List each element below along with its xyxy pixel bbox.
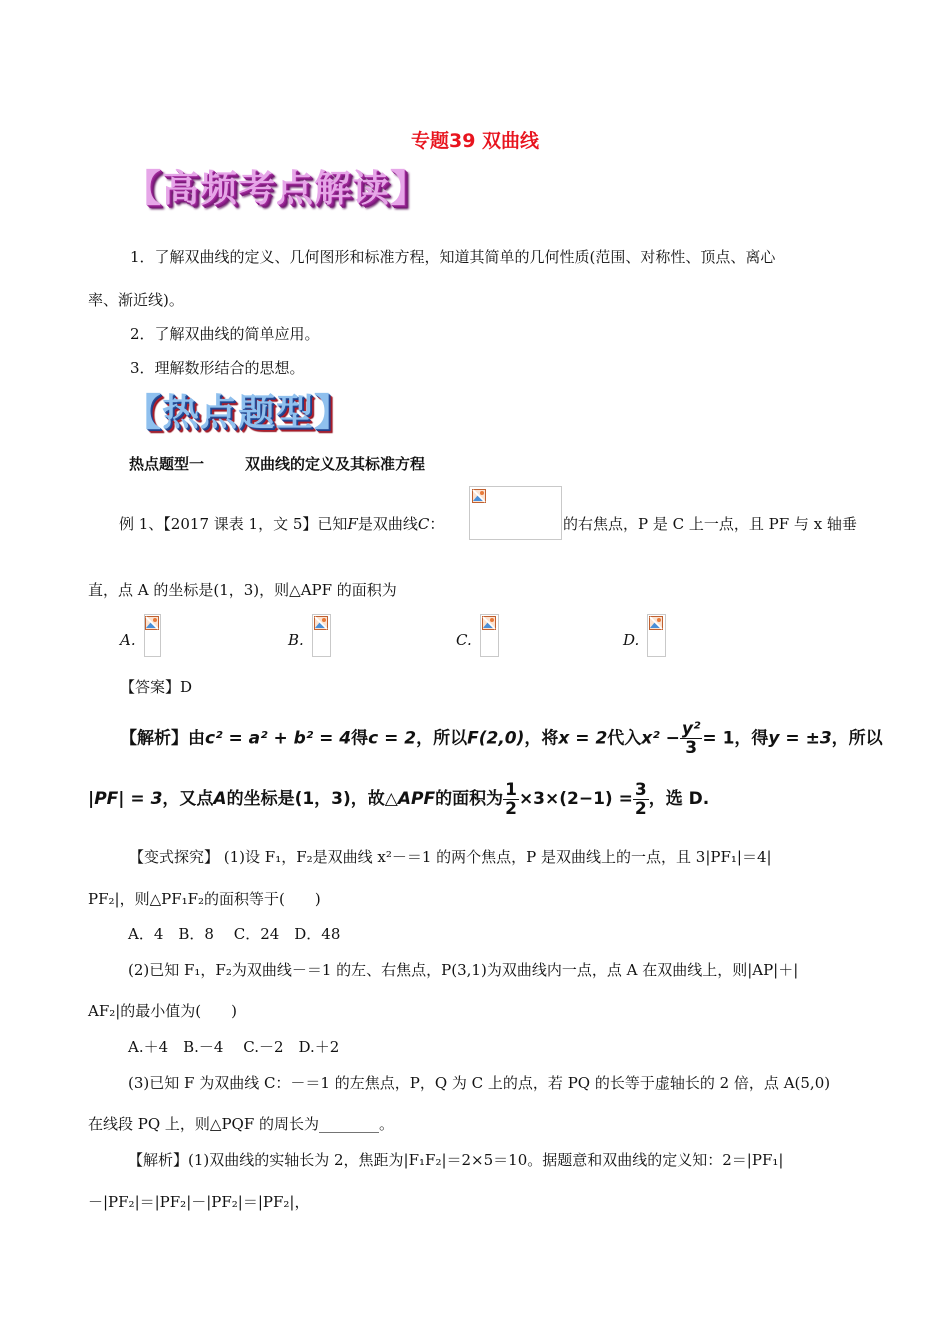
example-text: 是双曲线	[357, 515, 418, 533]
sol2-coord: (1，3)	[294, 789, 351, 809]
example-1-line1	[119, 514, 444, 534]
option-d-label: D.	[623, 631, 640, 649]
frac1-num: y²	[681, 719, 701, 739]
objective-1-cont: 率、渐近线)。	[88, 291, 184, 309]
broken-image-icon	[314, 616, 328, 630]
frac2-num: 1	[505, 779, 517, 800]
sol2-t3: 的坐标是	[226, 789, 295, 809]
objective-3: 3．理解数形结合的思想。	[130, 359, 305, 377]
frac3-den: 2	[634, 798, 647, 819]
section-title: 双曲线的定义及其标准方程	[245, 455, 426, 473]
objective-1: 1．了解双曲线的定义、几何图形和标准方程，知道其简单的几何性质(范围、对称性、顶点、离心	[130, 248, 776, 266]
page-title: 专题39 双曲线	[410, 130, 540, 152]
example-text-right-focus: 的右焦点，	[563, 515, 639, 533]
objective-2: 2．了解双曲线的简单应用。	[130, 325, 320, 343]
sol2-t5: ，故△	[350, 789, 398, 809]
broken-image-icon	[145, 616, 159, 630]
frac2-den: 2	[505, 798, 517, 819]
solution-line1	[120, 720, 883, 760]
solution-line2	[88, 778, 709, 824]
sol2-apf: APF	[397, 789, 436, 809]
variant-p3-line2: 在线段 PQ 上，则△PQF 的周长为________。	[88, 1115, 395, 1133]
variant-p2-options: A.＋4 B.－4 C.－2 D.＋2	[128, 1038, 340, 1056]
broken-image-icon	[472, 489, 486, 503]
example-1-line1-tail	[563, 514, 857, 534]
answer: 【答案】D	[120, 678, 193, 696]
sol-t6: ，将	[524, 728, 559, 749]
sol-eq6: y = ±3	[768, 728, 832, 749]
variant-p1-line1: 【变式探究】 (1)设 F₁，F₂是双曲线 x²－＝1 的两个焦点，P 是双曲线上的一点，且 3|PF₁|＝4|	[129, 848, 772, 866]
broken-image-icon	[482, 616, 496, 630]
variant-p2-line2: AF₂|的最小值为( )	[88, 1002, 238, 1020]
example-text-tail: P 是 C 上一点，且 PF 与 x 轴垂	[638, 515, 857, 533]
option-c-label: C.	[456, 631, 472, 649]
frac1-den: 3	[685, 738, 698, 758]
sol-t13: ，得	[734, 728, 769, 749]
variant-p1-options: A．4 B．8 C．24 D．48	[128, 925, 341, 943]
sol-eq3: F(2,0)	[467, 728, 525, 749]
option-a-label: A.	[120, 631, 136, 649]
example-intro: 例 1、【2017 课表 1，文 5】已知	[119, 515, 348, 533]
sol-t8: 代入	[607, 728, 642, 749]
var-c: C	[417, 515, 430, 533]
sol-eq1: c² = a² + b² = 4	[205, 728, 352, 749]
option-b-label: B.	[288, 631, 304, 649]
option-a-image	[144, 614, 161, 657]
sol-frac1	[680, 720, 703, 757]
equation-image-placeholder	[469, 486, 562, 540]
example-colon: ：	[429, 515, 445, 533]
var-f: F	[347, 515, 358, 533]
sol-eq5: x² −	[641, 728, 680, 749]
sol2-a: A	[213, 789, 227, 809]
variant-solution-line1: 【解析】(1)双曲线的实轴长为 2，焦距为|F₁F₂|＝2×5＝10。据题意和双曲线的定义知：2＝|PF₁|	[128, 1151, 784, 1169]
example-1-line2: 直，点 A 的坐标是(1，3)，则△APF 的面积为	[88, 581, 397, 599]
option-d-image	[647, 614, 666, 657]
sol-t2: 得	[351, 728, 369, 749]
option-b-image	[312, 614, 331, 657]
sol2-frac2	[633, 781, 649, 818]
frac3-num: 3	[634, 779, 647, 800]
banner-hot-topics: 【热点题型】	[124, 391, 352, 434]
sol2-t1: ，又点	[162, 789, 214, 809]
variant-solution-line2: －|PF₂|＝|PF₂|－|PF₂|＝|PF₂|，	[88, 1193, 310, 1211]
sol-t15: ，所以	[831, 728, 883, 749]
variant-p3-line1: (3)已知 F 为双曲线 C：－＝1 的左焦点，P，Q 为 C 上的点，若 PQ 的长等于虚轴长的 2 倍，点 A(5,0)	[128, 1074, 831, 1092]
sol-t0: 【解析】由	[120, 728, 205, 749]
sol-eq2: c = 2	[368, 728, 417, 749]
option-c-image	[480, 614, 499, 657]
section-label: 热点题型一	[129, 455, 205, 473]
variant-p1-line2: PF₂|，则△PF₁F₂的面积等于( )	[88, 890, 321, 908]
sol-eq4: x = 2	[558, 728, 608, 749]
variant-p2-line1: (2)已知 F₁，F₂为双曲线－＝1 的左、右焦点，P(3,1)为双曲线内一点，点 A 在双曲线上，则|AP|＋|	[128, 961, 799, 979]
sol2-t7: 的面积为	[435, 789, 504, 809]
sol-t12: = 1	[702, 728, 735, 749]
sol2-frac1	[503, 781, 519, 818]
sol-t4: ，所以	[416, 728, 468, 749]
sol2-pf: |PF| = 3	[88, 789, 163, 809]
sol2-t13: ，选 D.	[648, 789, 710, 809]
banner-high-frequency: 【高频考点解读】	[124, 167, 428, 210]
broken-image-icon	[649, 616, 663, 630]
sol2-t10: ×3×(2−1) =	[518, 789, 633, 809]
